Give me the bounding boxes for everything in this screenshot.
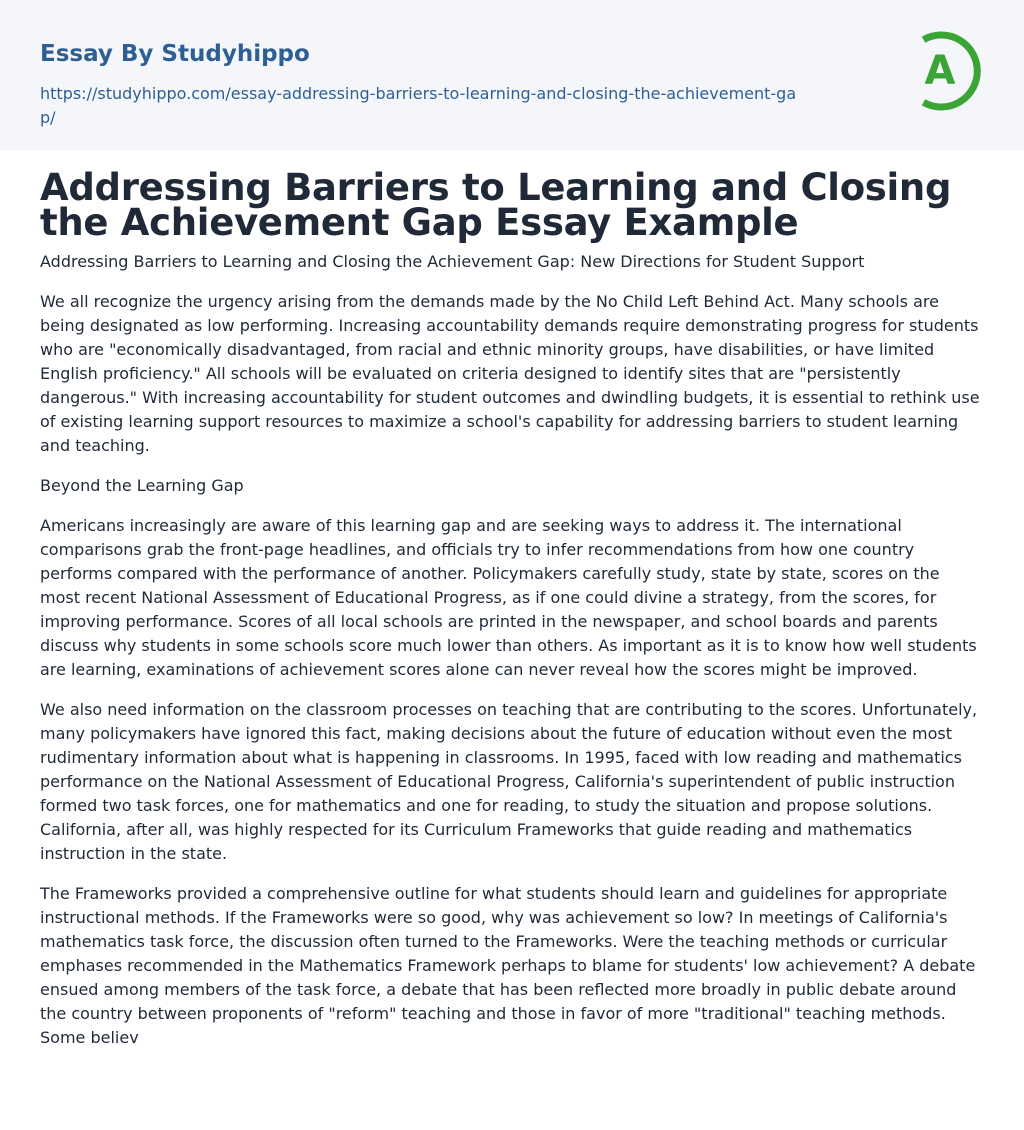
- paragraph-3: We also need information on the classroom processes on teaching that are contributing to the scores. Unfortunately, many policymakers have ignored this fact, making decisions about the future of education without even the most rudimentary information about what is happening in classrooms. In 1995, faced with low reading and mathematics performance on the National Assessment of Educational Progress, California's superintendent of public instruction formed two task forces, one for mathematics and one for reading, to study the situation and propose solutions. California, after all, was highly respected for its Curriculum Frameworks that guide reading and mathematics instruction in the state.: [40, 700, 978, 863]
- section-heading-beyond-learning-gap: Beyond the Learning Gap: [40, 476, 244, 495]
- article-subtitle: Addressing Barriers to Learning and Closing the Achievement Gap: New Directions for Student Support: [40, 252, 865, 271]
- paragraph-4: The Frameworks provided a comprehensive outline for what students should learn and guidelines for appropriate instructional methods. If the Frameworks were so good, why was achievement so low? In meetings of California's mathematics task force, the discussion often turned to the Frameworks. Were the teaching methods or curricular emphases recommended in the Mathematics Framework perhaps to blame for students' low achievement? A debate ensued among members of the task force, a debate that has been reflected more broadly in public debate around the country between proponents of "reform" teaching and those in favor of more "traditional" teaching methods. Some believ: [40, 884, 976, 1047]
- logo-letter: A: [924, 48, 956, 94]
- article-url[interactable]: https://studyhippo.com/essay-addressing-barriers-to-learning-and-closing-the-achievement-gap/: [40, 84, 797, 127]
- site-brand[interactable]: Essay By Studyhippo: [40, 41, 310, 67]
- article-title: Addressing Barriers to Learning and Closing the Achievement Gap Essay Example: [40, 166, 952, 244]
- site-header: [0, 0, 1024, 150]
- article: [40, 166, 984, 1050]
- paragraph-2: Americans increasingly are aware of this learning gap and are seeking ways to address it. The international comparisons grab the front-page headlines, and officials try to infer recommendations from how one country performs compared with the performance of another. Policymakers carefully study, state by state, scores on the most recent National Assessment of Educational Progress, as if one could divine a strategy, from the scores, for improving performance. Scores of all local schools are printed in the newspaper, and school boards and parents discuss why students in some schools score much lower than others. As important as it is to know how well students are learning, examinations of achievement scores alone can never reveal how the scores might be improved.: [40, 516, 977, 679]
- paragraph-1: We all recognize the urgency arising from the demands made by the No Child Left Behind Act. Many schools are being designated as low performing. Increasing accountability demands require demonstrating progress for students who are "economically disadvantaged, from racial and ethnic minority groups, have disabilities, or have limited English proficiency." All schools will be evaluated on criteria designed to identify sites that are "persistently dangerous." With increasing accountability for student outcomes and dwindling budgets, it is essential to rethink use of existing learning support resources to maximize a school's capability for addressing barriers to student learning and teaching.: [40, 292, 980, 455]
- studyhippo-logo-icon[interactable]: [903, 28, 989, 114]
